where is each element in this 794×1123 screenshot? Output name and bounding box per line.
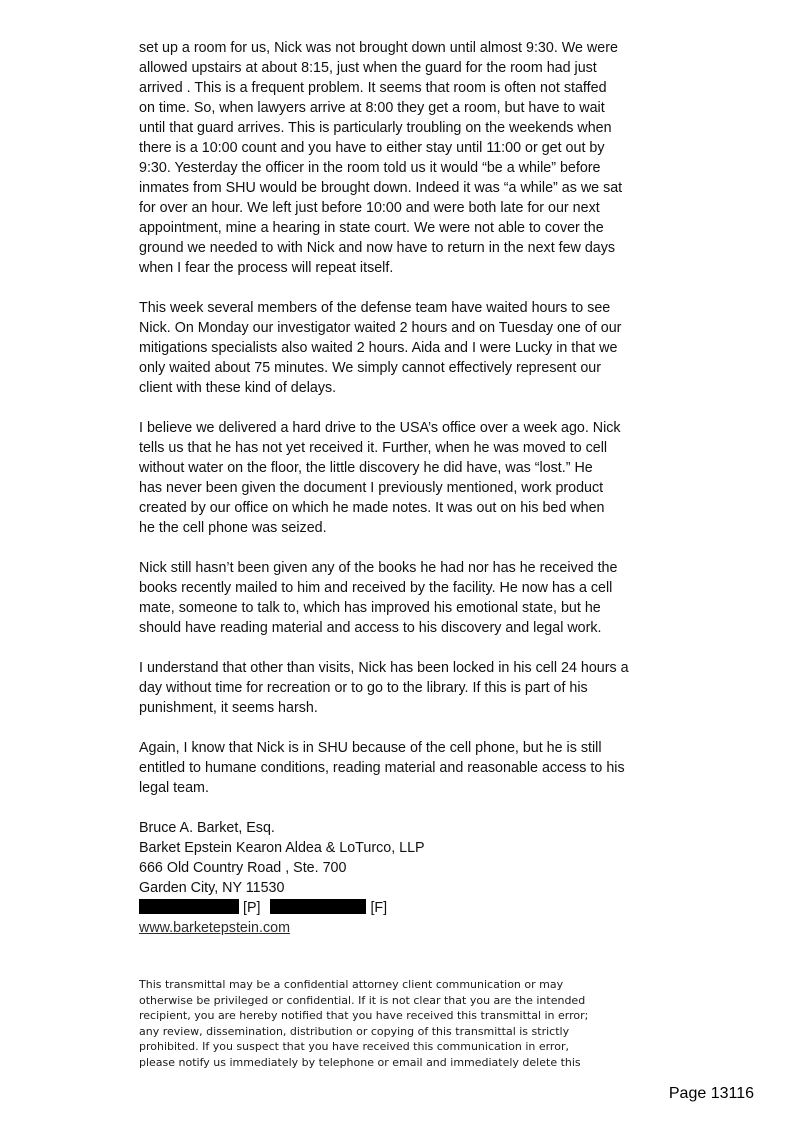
paragraph-books: Nick still hasn’t been given any of the books he had nor has he received the books recently mailed to him and received by the facility. He now has a cell mate, someone to talk to, which has improved his emotional state, but he should have reading material and access to his discovery and legal work. [139,560,618,636]
paragraph-locked-in-cell: I understand that other than visits, Nick has been locked in his cell 24 hours a day without time for recreation or to go to the library. If this is part of his punishment, it seems harsh. [139,660,629,716]
letter-body [139,38,679,938]
website-link[interactable]: www.barketepstein.com [139,920,290,936]
paragraph-waiting-room: set up a room for us, Nick was not brought down until almost 9:30. We were allowed upstairs at about 8:15, just when the guard for the room had just arrived . This is a frequent problem. It seems that room is often not staffed on time. So, when lawyers arrive at 8:00 they get a room, but have to wait until that guard arrives. This is particularly troubling on the weekends when there is a 10:00 count and you have to either stay until 11:00 or get out by 9:30. Yesterday the officer in the room told us it would “be a while” before inmates from SHU would be brought down. Indeed it was “a while” as we sat for over an hour. We left just before 10:00 and were both late for our next appointment, mine a hearing in state court. We were not able to cover the ground we needed to with Nick and now have to return in the next few days when I fear the process will repeat itself. [139,40,623,276]
paragraph-hard-drive: I believe we delivered a hard drive to the USA’s office over a week ago. Nick tells us that he has not yet received it. Further, when he was moved to cell without water on the floor, the little discovery he did have, was “lost.” He has never been given the document I previously mentioned, work product created by our office on which he made notes. It was out on his bed when he the cell phone was seized. [139,420,621,536]
paragraph-humane-conditions: Again, I know that Nick is in SHU because of the cell phone, but he is still entitled to humane conditions, reading material and reasonable access to his legal team. [139,740,625,796]
signature-address-line2: Garden City, NY 11530 [139,880,285,896]
fax-label: [F] [370,900,388,916]
signature-name: Bruce A. Barket, Esq. [139,820,275,836]
paragraph-defense-team-waits: This week several members of the defense team have waited hours to see Nick. On Monday our investigator waited 2 hours and on Tuesday one of our mitigations specialists also waited 2 hours. Aida and I were Lucky in that we only waited about 75 minutes. We simply cannot effectively represent our client with these kind of delays. [139,300,622,396]
signature-block [139,818,679,938]
phone-label: [P] [242,900,261,916]
page-number: Page 13116 [668,1085,754,1102]
redacted-phone-box [139,899,239,914]
signature-firm: Barket Epstein Kearon Aldea & LoTurco, LLP [139,840,425,856]
contact-numbers [139,898,679,918]
redacted-fax-box [270,899,366,914]
confidentiality-disclaimer: This transmittal may be a confidential attorney client communication or may otherwise be privileged or confidential. If it is not clear that you are the intended recipient, you are hereby notified that you have received this transmittal in error; any review, dissemination, distribution or copying of this transmittal is strictly prohibited. If you suspect that you have received this communication in error, please notify us immediately by telephone or email and immediately delete this [139,978,589,1069]
signature-address-line1: 666 Old Country Road , Ste. 700 [139,860,347,876]
